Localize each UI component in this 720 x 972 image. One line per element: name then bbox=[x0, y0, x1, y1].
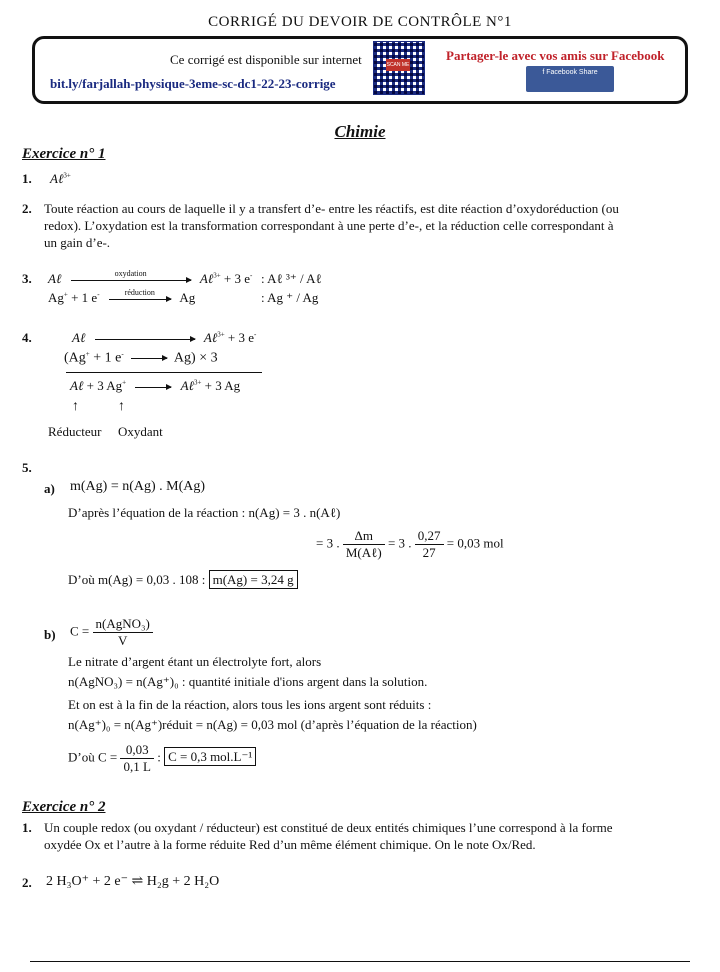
q5a-result-box: m(Ag) = 3,24 g bbox=[209, 570, 298, 589]
ex2-q2-number: 2. bbox=[22, 875, 32, 890]
q5a-label: a) bbox=[44, 481, 55, 496]
q4-oxydant: Oxydant bbox=[118, 424, 163, 439]
ex2-q2-equation: 2 H₃O⁺ + 2 e⁻ ⇌ H₂g + 2 H₂O bbox=[46, 874, 220, 889]
ex2-q1-line-1: Un couple redox (ou oxydant / réducteur) est constitué de deux entités chimiques l’une correspond à la forme bbox=[44, 820, 613, 835]
q5a-line-4: D’où m(Ag) = 0,03 . 108 : m(Ag) = 3,24 g bbox=[68, 572, 298, 588]
q4-reducteur: Réducteur bbox=[48, 424, 102, 439]
corrige-link[interactable]: bit.ly/farjallah-physique-3eme-sc-dc1-22-23-corrige bbox=[50, 76, 336, 91]
q2-line-1: Toute réaction au cours de laquelle il y a transfert d’e- entre les réactifs, est dite réaction d’oxydoréduction (ou bbox=[44, 201, 619, 216]
q5a-line-3: = 3 . $\frac{\Delta m}{\text{M(Aℓ)}}$ = 3 . $\frac{0,27}{27}$ = 0,03 mol bbox=[316, 528, 504, 560]
q4-global-equation: Aℓ + 3 Ag+ Aℓ$^{3+}$ + 3 Ag bbox=[70, 378, 241, 393]
facebook-share-button[interactable]: f Facebook Share bbox=[526, 66, 614, 92]
q5b-result-box: C = 0,3 mol.L⁻¹ bbox=[164, 747, 256, 766]
q3-couple-1: : Aℓ ³⁺ / Aℓ bbox=[261, 271, 322, 286]
document-title: CORRIGÉ DU DEVOIR DE CONTRÔLE N°1 bbox=[208, 14, 512, 30]
q2-line-2: redox). L’oxydation est la transformation correspondant à une perte d’e-, et la réduction celle correspondant à bbox=[44, 218, 614, 233]
q3-number: 3. bbox=[22, 271, 32, 286]
q2-line-3: un gain d’e-. bbox=[44, 235, 111, 250]
q5b-label: b) bbox=[44, 627, 56, 642]
exercise-2-title: Exercice n° 2 bbox=[22, 799, 106, 815]
q4-sum-line bbox=[66, 372, 262, 373]
availability-text: Ce corrigé est disponible sur internet bbox=[170, 52, 362, 67]
q5a-equation: m(Ag) = n(Ag) . M(Ag) bbox=[70, 479, 206, 494]
exercise-1-title: Exercice n° 1 bbox=[22, 146, 106, 162]
ex2-q1-line-2: oxydée Ox et l’autre à la forme réduite Red d’un même élément chimique. On le note Ox/Red. bbox=[44, 837, 536, 852]
q4-arrow-up-1: ↑ bbox=[72, 399, 79, 414]
q1-answer: Aℓ$^{3+}$ bbox=[50, 171, 71, 186]
q3-half-equation-1: Aℓ oxydation Aℓ$^{3+}$ + 3 e- bbox=[48, 268, 253, 286]
q3-couple-2: : Ag ⁺ / Ag bbox=[261, 290, 319, 305]
q3-half-equation-2: Ag+ + 1 e- réduction Ag bbox=[48, 287, 196, 305]
share-text: Partager-le avec vos amis sur Facebook bbox=[446, 48, 665, 63]
q5a-line-2: D’après l’équation de la réaction : n(Ag) = 3 . n(Aℓ) bbox=[68, 505, 341, 520]
q5-number: 5. bbox=[22, 460, 32, 475]
ex2-q1-number: 1. bbox=[22, 820, 32, 835]
q4-number: 4. bbox=[22, 330, 32, 345]
q1-number: 1. bbox=[22, 171, 32, 186]
q4-reduction: (Ag+ + 1 e- Ag) × 3 bbox=[64, 350, 218, 366]
q5b-line-2: Le nitrate d’argent étant un électrolyte fort, alors bbox=[68, 654, 322, 669]
q2-number: 2. bbox=[22, 201, 32, 216]
q5b-line-6: D’où C = $\frac{0,03}{0,1 L}$ : C = 0,3 mol.L⁻¹ bbox=[68, 742, 256, 775]
q5b-concentration: C = $\frac{\text{n(AgNO₃)}}{V}$ bbox=[70, 616, 153, 649]
qr-code-label: SCAN ME bbox=[386, 59, 410, 71]
q5b-line-5: n(Ag⁺)₀ = n(Ag⁺)réduit = n(Ag) = 0,03 mol (d’après l’équation de la réaction) bbox=[68, 717, 477, 732]
q4-arrow-up-2: ↑ bbox=[118, 399, 125, 414]
page-footer-line bbox=[30, 961, 690, 962]
q4-oxidation: Aℓ Aℓ$^{3+}$ + 3 e- bbox=[72, 330, 257, 345]
section-title: Chimie bbox=[334, 122, 386, 141]
q5b-line-3: n(AgNO₃) = n(Ag⁺)₀ : quantité initiale d'ions argent dans la solution. bbox=[68, 674, 428, 689]
q5b-line-4: Et on est à la fin de la réaction, alors tous les ions argent sont réduits : bbox=[68, 697, 432, 712]
